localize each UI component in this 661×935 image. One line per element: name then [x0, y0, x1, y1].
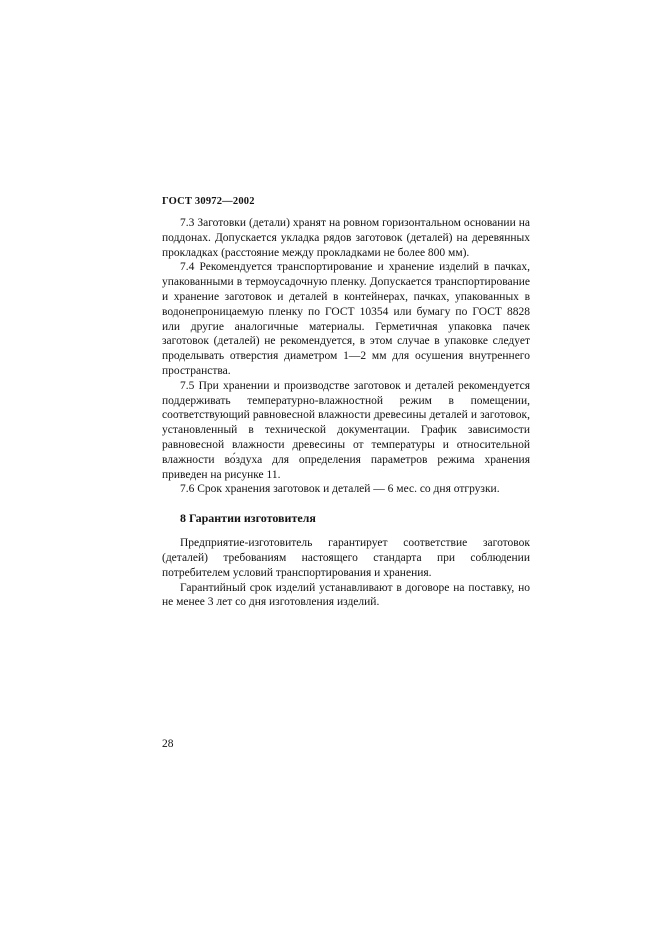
section-heading: 8 Гарантии изготовителя: [180, 511, 316, 526]
page-number: 28: [162, 738, 174, 750]
paragraph-7-6: 7.6 Срок хранения заготовок и деталей — 6 мес. со дня отгрузки.: [180, 483, 500, 496]
standard-code-header: ГОСТ 30972—2002: [162, 196, 255, 207]
paragraph-7-4: 7.4 Рекомендуется транспортирование и хранение изделий в пачках, упакованными в термоусадочную пленку. Допускается транспортирование и хранение заготовок и деталей в контейнерах, пачках, упакованных в водонепроницаемую пленку по ГОСТ 10354 или бумагу по ГОСТ 8828 или другие аналогичные материалы. Герметичная упаковка пачек заготовок (деталей) не рекомендуется, в этом случае в упаковке следует проделывать отверстия диаметром 1—2 мм для осушения внутреннего пространства.: [162, 261, 530, 377]
paragraph-7-5: 7.5 При хранении и производстве заготовок и деталей рекомендуется поддерживать температурно-влажностной режим в помещении, соответствующий равновесной влажности древесины деталей и заготовок, установленный в технической документации. График зависимости равновесной влажности древесины от температуры и относительной влажности во́здуха для определения параметров режима хранения приведен на рисунке 11.: [162, 379, 530, 481]
paragraph-7-3: 7.3 Заготовки (детали) хранят на ровном горизонтальном основании на поддонах. Допускается укладка рядов заготовок (деталей) на деревянных прокладках (расстояние между прокладками не более 800 мм).: [162, 217, 530, 259]
paragraph-warranty-guarantee: Предприятие-изготовитель гарантирует соответствие заготовок (деталей) требованиям настоящего стандарта при соблюдении потребителем условий транспортирования и хранения.: [162, 537, 530, 579]
paragraph-warranty-period: Гарантийный срок изделий устанавливают в договоре на поставку, но не менее 3 лет со дня изготовления изделий.: [162, 581, 530, 609]
document-body: [162, 216, 530, 610]
